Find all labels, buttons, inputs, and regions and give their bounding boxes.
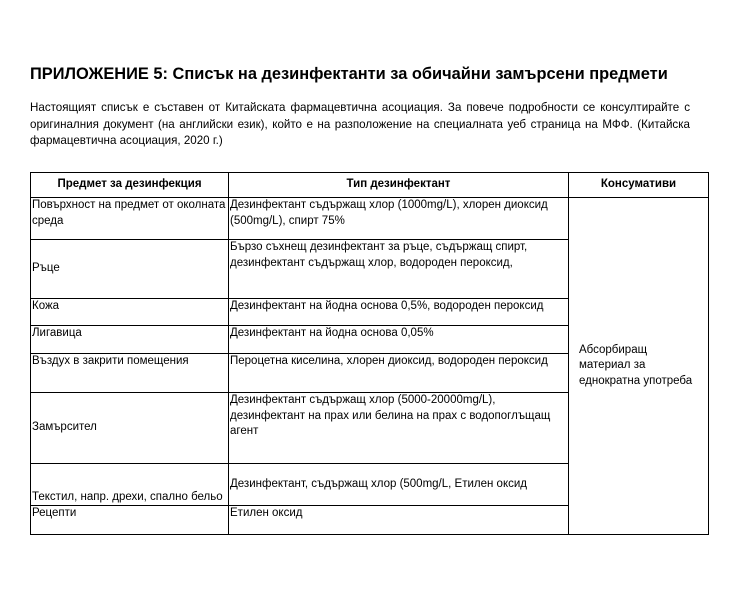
row-type: Дезинфектант, съдържащ хлор (500mg/L, Етилен оксид xyxy=(229,464,569,506)
row-item: Ръце xyxy=(31,240,229,299)
disinfectants-table xyxy=(30,172,709,535)
row-item: Рецепти xyxy=(31,506,229,535)
consumables-cell: Абсорбиращ материал за еднократна употреба xyxy=(569,198,709,535)
row-item: Лигавица xyxy=(31,326,229,354)
row-type: Дезинфектант съдържащ хлор (5000-20000mg/L), дезинфектант на прах или белина на прах с водопоглъщащ агент xyxy=(229,393,569,464)
row-type: Дезинфектант на йодна основа 0,5%, водороден пероксид xyxy=(229,299,569,326)
table-row xyxy=(31,198,709,240)
row-type: Дезинфектант съдържащ хлор (1000mg/L), хлорен диоксид (500mg/L), спирт 75% xyxy=(229,198,569,240)
row-item: Кожа xyxy=(31,299,229,326)
row-item: Текстил, напр. дрехи, спално бельо xyxy=(31,464,229,506)
row-type: Бързо съхнещ дезинфектант за ръце, съдържащ спирт, дезинфектант съдържащ хлор, водороден пероксид, xyxy=(229,240,569,299)
header-consumables: Консумативи xyxy=(569,173,709,198)
row-item: Повърхност на предмет от околната среда xyxy=(31,198,229,240)
intro-paragraph: Настоящият списък е съставен от Китайската фармацевтична асоциация. За повече подробности се консултирайте с оригиналния документ (на английски език), който е на разположение на специалната уеб страница на МФФ. (Китайска фармацевтична асоциация, 2020 г.) xyxy=(30,101,690,147)
header-item: Предмет за дезинфекция xyxy=(31,173,229,198)
row-item: Замърсител xyxy=(31,393,229,464)
table-header-row xyxy=(31,173,709,198)
page-title: ПРИЛОЖЕНИЕ 5: Списък на дезинфектанти за обичайни замърсени предмети xyxy=(30,65,668,83)
row-item: Въздух в закрити помещения xyxy=(31,354,229,393)
header-type: Тип дезинфектант xyxy=(229,173,569,198)
row-type: Етилен оксид xyxy=(229,506,569,535)
row-type: Пероцетна киселина, хлорен диоксид, водороден пероксид xyxy=(229,354,569,393)
row-type: Дезинфектант на йодна основа 0,05% xyxy=(229,326,569,354)
